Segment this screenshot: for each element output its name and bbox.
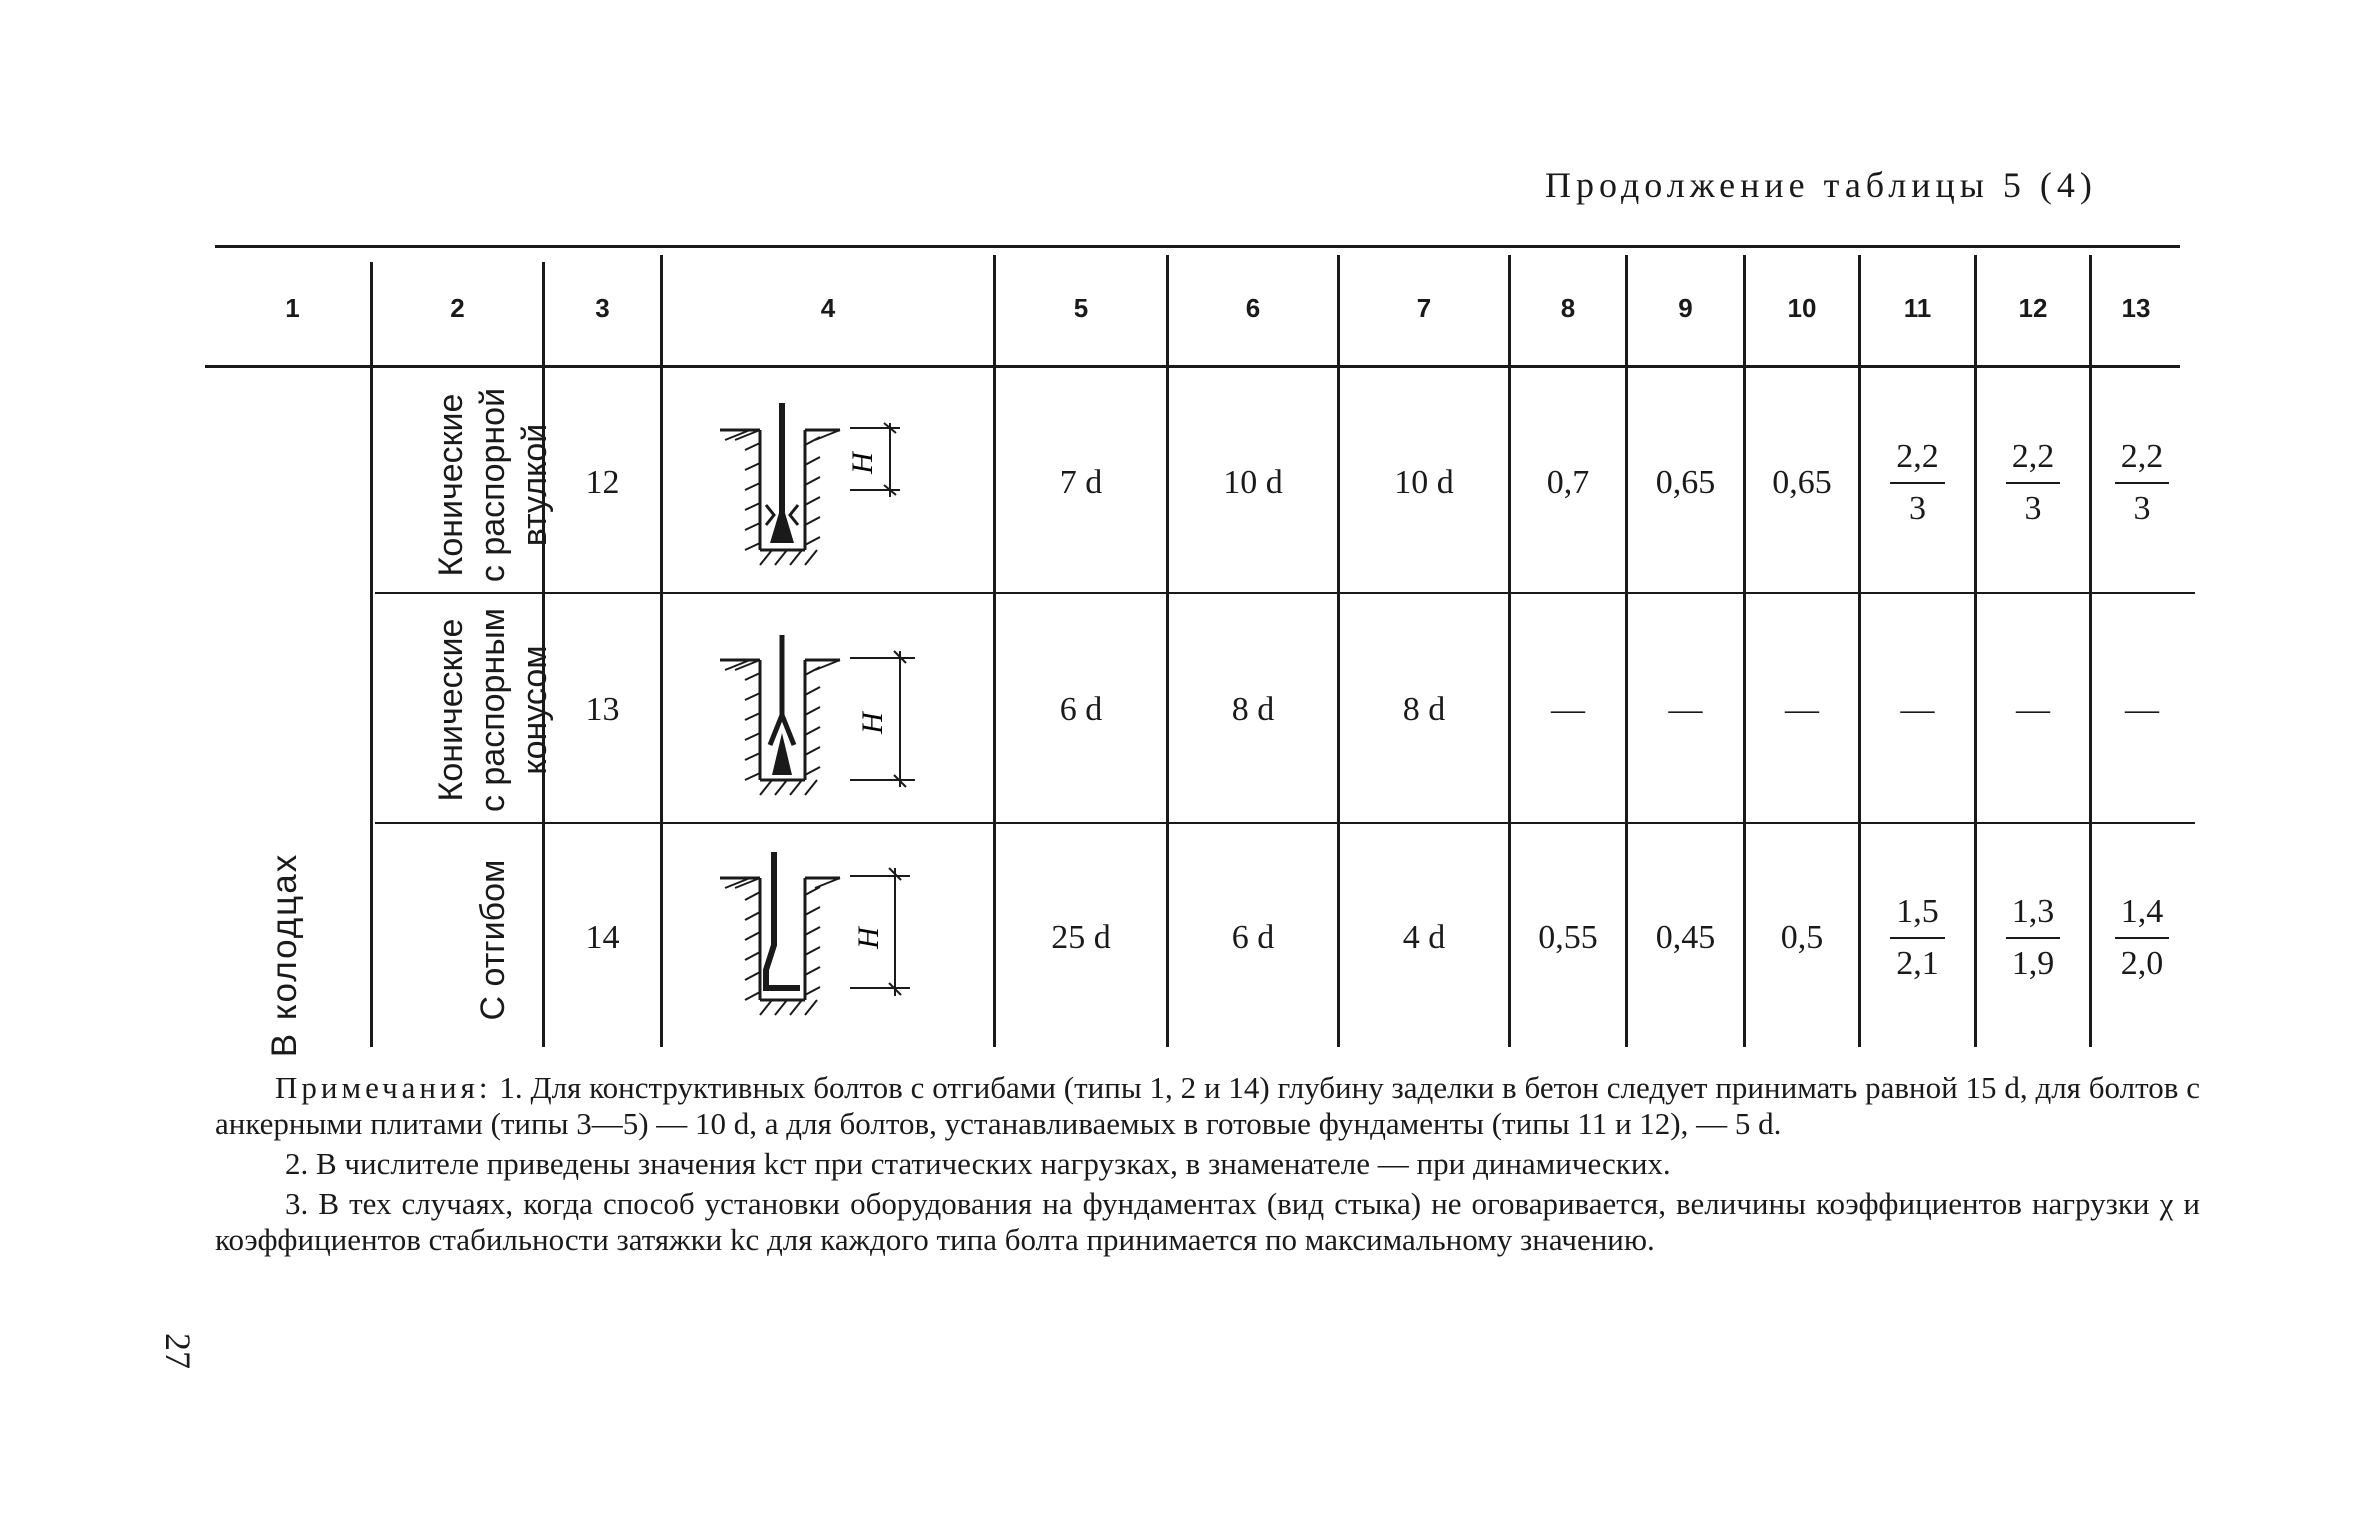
header-cell-8: 8 (1560, 292, 1576, 323)
table-notes (215, 1070, 2200, 1262)
row2-number: 13 (585, 691, 620, 728)
row1-col13-denominator: 3 (2133, 489, 2151, 527)
header-bottom-rule (205, 365, 2180, 368)
note-1-text: 1. Для конструктивных болтов с отгибами (типы 1, 2 и 14) глубину заделки в бетон следует принимать равной 15 d, для болтов с анкерными плитами (типы 3—5) — 10 d, а для болтов, устанавливаемых в готовые фундаменты (типы 11 и 12), — 5 d. (215, 1070, 2201, 1141)
bolt-sketch-bent (700, 840, 960, 1040)
col-rule-1 (370, 262, 373, 1047)
row1-col9: 0,65 (1655, 463, 1716, 501)
row-divider-2 (375, 822, 2195, 824)
row1-col7-value: 10 d (1394, 463, 1454, 501)
table-top-rule (215, 245, 2180, 248)
row1-col11-fraction (1861, 375, 1974, 590)
group-label-text: В колодцах (265, 852, 304, 1058)
row3-col11-denominator: 2,1 (1896, 944, 1939, 982)
header-cell-5: 5 (1073, 292, 1089, 323)
row1-col5 (996, 375, 1166, 590)
row2-col12: — (2016, 691, 2050, 728)
row1-type-line-1: Конические (432, 393, 470, 577)
group-label (260, 805, 310, 1105)
row2-col7 (1340, 600, 1508, 820)
row1-type-line-2: с распорной (474, 387, 512, 583)
row3-col11-fraction (1861, 830, 1974, 1045)
note-3: 3. В тех случаях, когда способ установки оборудования на фундаментах (вид стыка) не оговаривается, величины коэффициентов нагрузки χ и коэффициентов стабильности затяжки kс для каждого типа болта принимается по максимальному значению. (215, 1186, 2200, 1257)
row3-col7 (1340, 830, 1508, 1045)
row2-type-line-3: конусом (516, 645, 554, 775)
row1-col12-numerator: 2,2 (2006, 438, 2061, 484)
row1-col11-numerator: 2,2 (1890, 438, 1945, 484)
header-cell-11: 11 (1903, 292, 1932, 323)
note-2: 2. В числителе приведены значения kст при статических нагрузках, в знаменателе — при динамических. (285, 1146, 1671, 1181)
row3-col6 (1169, 830, 1337, 1045)
header-cell-7: 7 (1416, 292, 1432, 323)
row2-col8: — (1551, 691, 1585, 728)
row3-col6-value: 6 d (1231, 918, 1275, 956)
row3-col13-numerator: 1,4 (2115, 893, 2170, 939)
row2-col9: — (1668, 691, 1703, 728)
row3-dim-label: H (852, 927, 885, 949)
row2-col13: — (2125, 691, 2159, 728)
header-cell-6: 6 (1245, 292, 1261, 323)
row1-col11-denominator: 3 (1909, 489, 1926, 527)
row3-col5-value: 25 d (1051, 918, 1111, 956)
row1-type-line-3: втулкой (516, 423, 554, 547)
row2-col7-value: 8 d (1402, 691, 1446, 728)
row3-col8: 0,55 (1538, 918, 1598, 956)
row3-col12-numerator: 1,3 (2006, 893, 2061, 939)
header-cell-10: 10 (1787, 292, 1817, 323)
row3-col5 (996, 830, 1166, 1045)
row2-col5 (996, 600, 1166, 820)
header-cell-4: 4 (820, 292, 836, 323)
row3-col7-value: 4 d (1402, 918, 1446, 956)
notes-title: Примечания: (275, 1070, 492, 1105)
header-cell-9: 9 (1678, 292, 1693, 323)
bolt-sketch-sleeve (700, 385, 960, 580)
row1-col7 (1340, 375, 1508, 590)
header-cell-3: 3 (595, 292, 610, 323)
row1-col13-fraction (2092, 375, 2192, 590)
row2-dim-label: H (856, 712, 889, 734)
row3-col12-fraction (1977, 830, 2089, 1045)
header-cell-12: 12 (2018, 292, 2048, 323)
row3-col9: 0,45 (1655, 918, 1716, 956)
row1-col6-value: 10 d (1223, 463, 1283, 501)
page-number: 27 (158, 1333, 198, 1369)
row3-col13-denominator: 2,0 (2120, 944, 2164, 982)
row3-col12-denominator: 1,9 (2011, 944, 2055, 982)
row3-type-label (463, 805, 523, 1075)
row2-col6-value: 8 d (1231, 691, 1275, 728)
row2-type-line-2: с распорным (474, 607, 512, 813)
row1-col12-fraction (1977, 375, 2089, 590)
row1-col12-denominator: 3 (2024, 489, 2042, 527)
row1-col5-value: 7 d (1059, 463, 1103, 501)
row3-col10: 0,5 (1780, 918, 1824, 956)
row3-col13-fraction (2092, 830, 2192, 1045)
header-cell-2: 2 (450, 292, 465, 323)
note-1 (215, 1070, 2200, 1142)
bolt-sketch-cone (700, 615, 960, 815)
row2-type-line-1: Конические (432, 618, 470, 802)
row2-col6 (1169, 600, 1337, 820)
row1-dim-label: H (846, 452, 879, 474)
row1-col13-numerator: 2,2 (2115, 438, 2170, 484)
row-divider-1 (375, 592, 2195, 594)
table-caption: Продолжение таблицы 5 (4) (1545, 165, 2097, 205)
row1-number: 12 (585, 463, 620, 501)
row1-col10: 0,65 (1772, 463, 1832, 501)
row1-col8: 0,7 (1546, 463, 1590, 501)
row2-col10: — (1785, 691, 1819, 728)
row3-type-line-1: С отгибом (474, 859, 512, 1021)
col-rule-3 (660, 255, 663, 1047)
row3-col11-numerator: 1,5 (1890, 893, 1945, 939)
row2-col11: — (1900, 691, 1935, 728)
header-cell-1: 1 (285, 292, 300, 323)
row1-col6 (1169, 375, 1337, 590)
row2-col5-value: 6 d (1059, 691, 1103, 728)
row1-type-label (423, 380, 563, 590)
header-cell-13: 13 (2121, 292, 2151, 323)
row3-number: 14 (585, 918, 620, 956)
